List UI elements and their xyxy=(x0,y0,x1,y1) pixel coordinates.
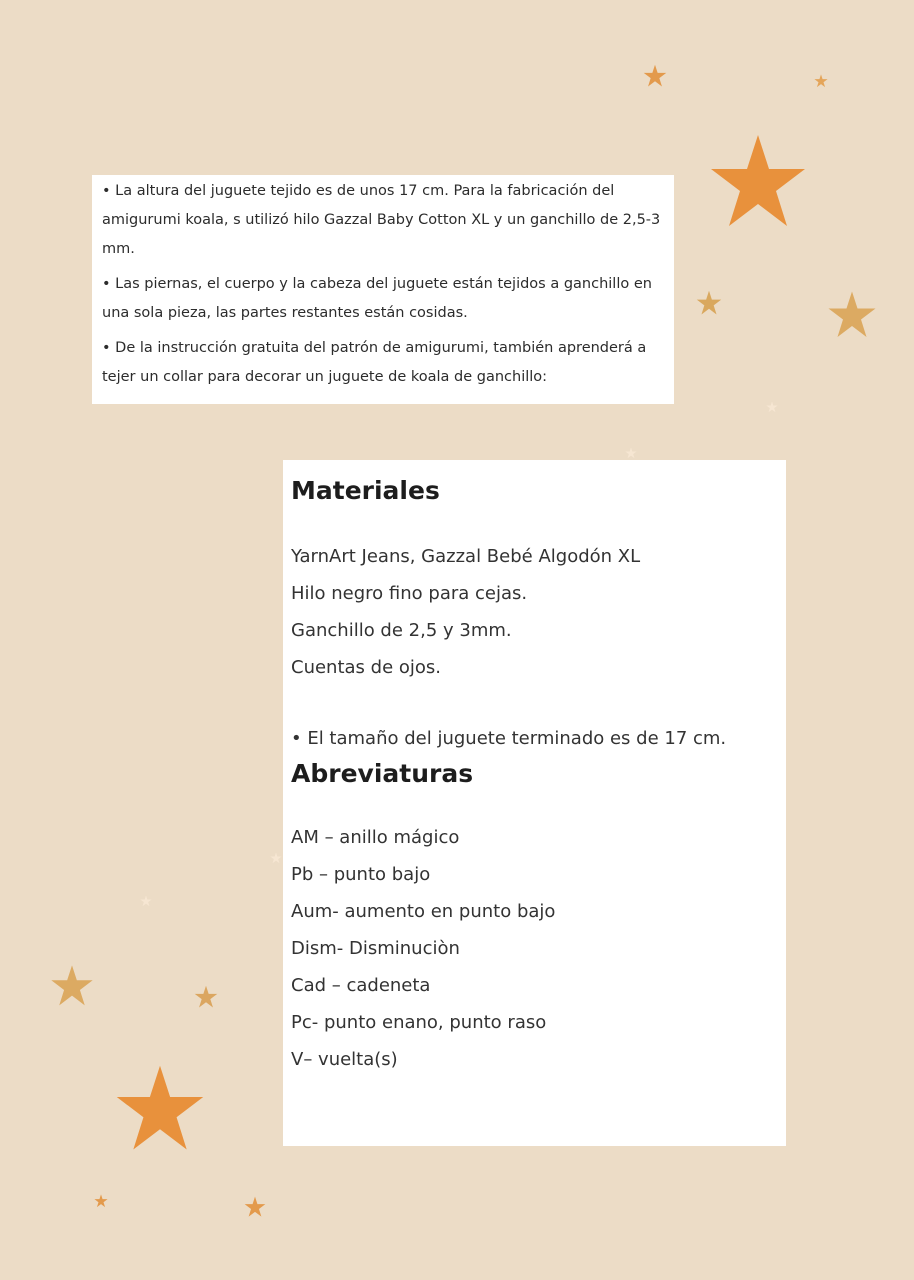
star-icon xyxy=(707,132,809,232)
material-item: Hilo negro fino para cejas. xyxy=(291,583,528,604)
star-icon xyxy=(766,401,778,413)
star-icon xyxy=(826,290,878,340)
material-item: Ganchillo de 2,5 y 3mm. xyxy=(291,620,512,641)
abbreviation-item: Aum- aumento en punto bajo xyxy=(291,901,556,922)
star-icon xyxy=(625,447,637,459)
materials-heading: Materiales xyxy=(291,476,440,505)
abbreviation-item: AM – anillo mágico xyxy=(291,827,460,848)
intro-card xyxy=(92,175,674,404)
star-icon xyxy=(140,895,152,907)
intro-paragraph: • La altura del juguete tejido es de unos 17 cm. Para la fabricación del amigurumi koala, s utilizó hilo Gazzal Baby Cotton XL y un ganchillo de 2,5-3 mm. xyxy=(102,183,661,257)
abbreviation-item: V– vuelta(s) xyxy=(291,1049,398,1070)
abbreviations-heading: Abreviaturas xyxy=(291,759,474,788)
intro-paragraph: • De la instrucción gratuita del patrón de amigurumi, también aprenderá a tejer un collar para decorar un juguete de koala de ganchillo: xyxy=(102,340,647,385)
material-item: Cuentas de ojos. xyxy=(291,657,441,678)
materials-card xyxy=(283,460,786,1146)
star-icon xyxy=(643,64,667,88)
abbreviations-list xyxy=(291,819,786,1078)
star-icon xyxy=(696,290,722,316)
star-icon xyxy=(194,985,218,1009)
star-icon xyxy=(244,1196,266,1218)
materials-list xyxy=(291,538,786,686)
star-icon xyxy=(94,1194,108,1208)
star-icon xyxy=(270,852,282,864)
material-item: YarnArt Jeans, Gazzal Bebé Algodón XL xyxy=(291,546,641,567)
abbreviation-item: Cad – cadeneta xyxy=(291,975,431,996)
star-icon xyxy=(113,1063,207,1155)
star-icon xyxy=(49,964,95,1008)
abbreviation-item: Pc- punto enano, punto raso xyxy=(291,1012,547,1033)
abbreviation-item: Pb – punto bajo xyxy=(291,864,431,885)
abbreviation-item: Dism- Disminuciòn xyxy=(291,938,460,959)
intro-paragraph: • Las piernas, el cuerpo y la cabeza del juguete están tejidos a ganchillo en una sola pieza, las partes restantes están cosidas. xyxy=(102,276,652,321)
size-note: • El tamaño del juguete terminado es de 17 cm. xyxy=(291,728,727,749)
star-icon xyxy=(814,74,828,88)
